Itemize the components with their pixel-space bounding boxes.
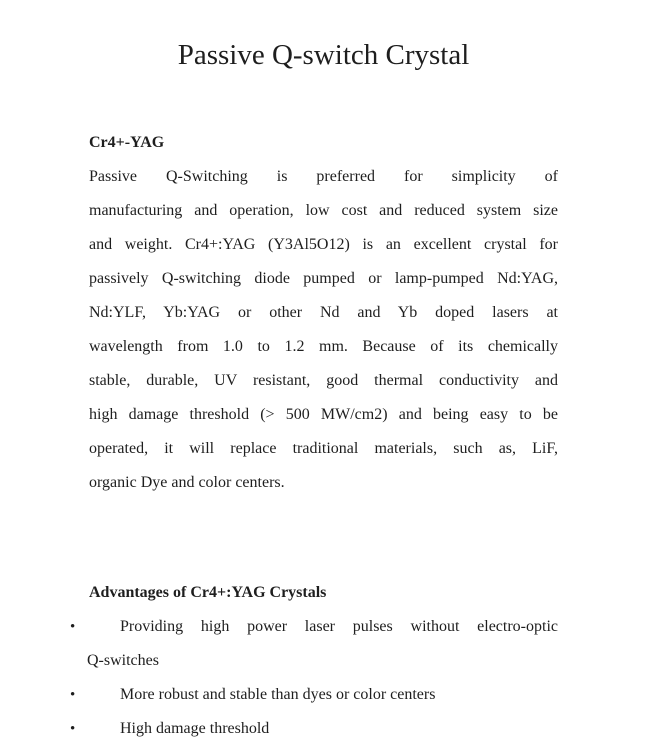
paragraph-line: passively Q-switching diode pumped or lamp-pumped Nd:YAG, xyxy=(89,270,558,287)
paragraph-line: wavelength from 1.0 to 1.2 mm. Because of its chemically xyxy=(89,338,558,355)
document-title: Passive Q-switch Crystal xyxy=(177,39,470,71)
list-item xyxy=(70,610,558,678)
paragraph-line: Nd:YLF, Yb:YAG or other Nd and Yb doped lasers at xyxy=(89,304,558,321)
bullet-icon: • xyxy=(70,687,76,703)
paragraph-line: organic Dye and color centers. xyxy=(89,474,285,491)
paragraph-cr4-yag xyxy=(89,160,558,500)
paragraph-line: high damage threshold (> 500 MW/cm2) and being easy to be xyxy=(89,406,558,423)
list-item-line: More robust and stable than dyes or color centers xyxy=(120,686,436,703)
section-heading-cr4-yag: Cr4+-YAG xyxy=(89,134,165,151)
section-heading-advantages: Advantages of Cr4+:YAG Crystals xyxy=(89,584,327,601)
list-item-line: Q-switches xyxy=(87,652,159,669)
paragraph-line: stable, durable, UV resistant, good thermal conductivity and xyxy=(89,372,558,389)
list-item-line: Providing high power laser pulses without electro-optic xyxy=(120,618,558,635)
section-cr4-yag xyxy=(89,126,558,500)
list-item xyxy=(70,678,558,712)
list-item xyxy=(70,712,558,746)
advantages-list xyxy=(70,610,558,746)
bullet-icon: • xyxy=(70,721,76,737)
bullet-icon: • xyxy=(70,619,76,635)
paragraph-line: manufacturing and operation, low cost and reduced system size xyxy=(89,202,558,219)
paragraph-line: operated, it will replace traditional materials, such as, LiF, xyxy=(89,440,558,457)
list-item-line: High damage threshold xyxy=(120,720,270,737)
section-advantages xyxy=(70,576,558,746)
paragraph-line: Passive Q-Switching is preferred for simplicity of xyxy=(89,168,558,185)
paragraph-line: and weight. Cr4+:YAG (Y3Al5O12) is an excellent crystal for xyxy=(89,236,558,253)
